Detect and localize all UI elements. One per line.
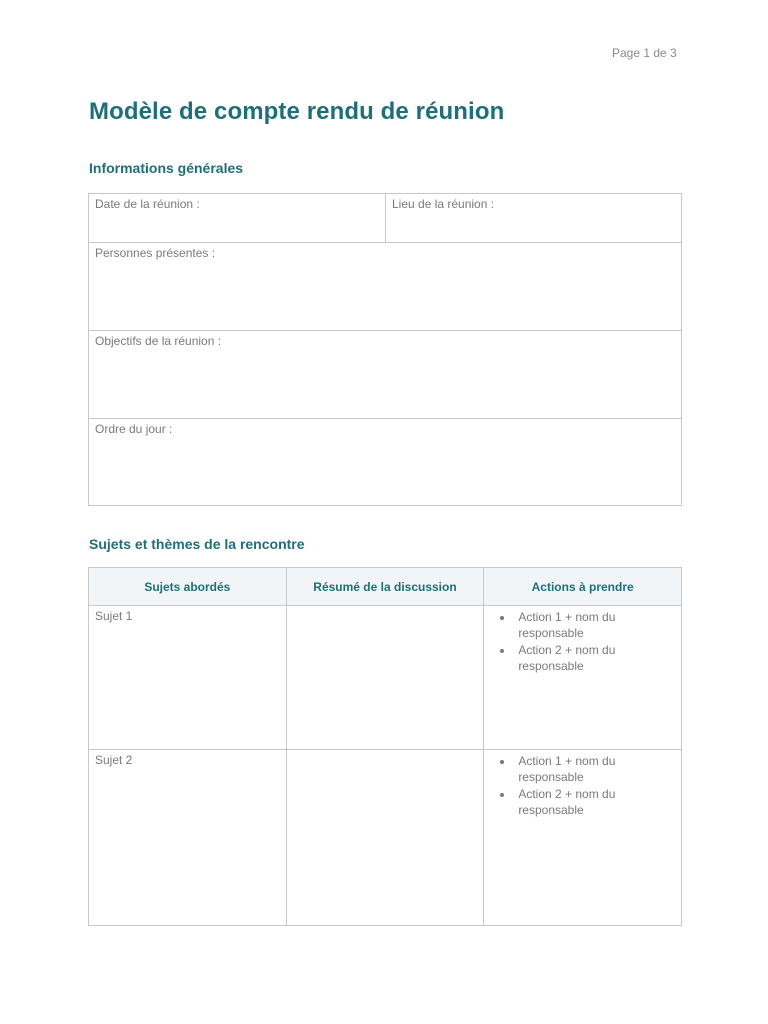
list-item: • Action 1 + nom du responsable — [514, 753, 675, 785]
subjects-header-row — [89, 568, 682, 606]
actions-cell[interactable] — [484, 750, 682, 926]
column-header-subjects: Sujets abordés — [89, 568, 287, 606]
table-row — [89, 750, 682, 926]
meeting-date-label: Date de la réunion : — [95, 197, 200, 211]
document-title: Modèle de compte rendu de réunion — [89, 98, 505, 125]
column-header-summary: Résumé de la discussion — [286, 568, 484, 606]
actions-list — [490, 609, 675, 674]
agenda-field[interactable] — [89, 419, 682, 506]
summary-cell[interactable] — [286, 750, 484, 926]
subject-cell[interactable] — [89, 750, 287, 926]
list-item: • Action 2 + nom du responsable — [514, 786, 675, 818]
meeting-place-label: Lieu de la réunion : — [392, 197, 495, 211]
actions-list — [490, 753, 675, 818]
meeting-date-field[interactable] — [89, 194, 386, 243]
list-item: • Action 1 + nom du responsable — [514, 609, 675, 641]
list-item: • Action 2 + nom du responsable — [514, 642, 675, 674]
page-number: Page 1 de 3 — [612, 46, 677, 60]
meeting-place-field[interactable] — [386, 194, 682, 243]
subject-label: Sujet 1 — [95, 609, 133, 623]
summary-cell[interactable] — [286, 606, 484, 750]
subject-label: Sujet 2 — [95, 753, 133, 767]
general-info-heading: Informations générales — [89, 160, 244, 176]
agenda-label: Ordre du jour : — [95, 422, 173, 436]
attendees-label: Personnes présentes : — [95, 246, 216, 260]
objectives-field[interactable] — [89, 331, 682, 419]
subjects-table — [88, 567, 682, 926]
subject-cell[interactable] — [89, 606, 287, 750]
general-info-table — [88, 193, 682, 506]
attendees-field[interactable] — [89, 243, 682, 331]
subjects-heading: Sujets et thèmes de la rencontre — [89, 536, 305, 552]
table-row — [89, 606, 682, 750]
objectives-label: Objectifs de la réunion : — [95, 334, 222, 348]
actions-cell[interactable] — [484, 606, 682, 750]
column-header-actions: Actions à prendre — [484, 568, 682, 606]
